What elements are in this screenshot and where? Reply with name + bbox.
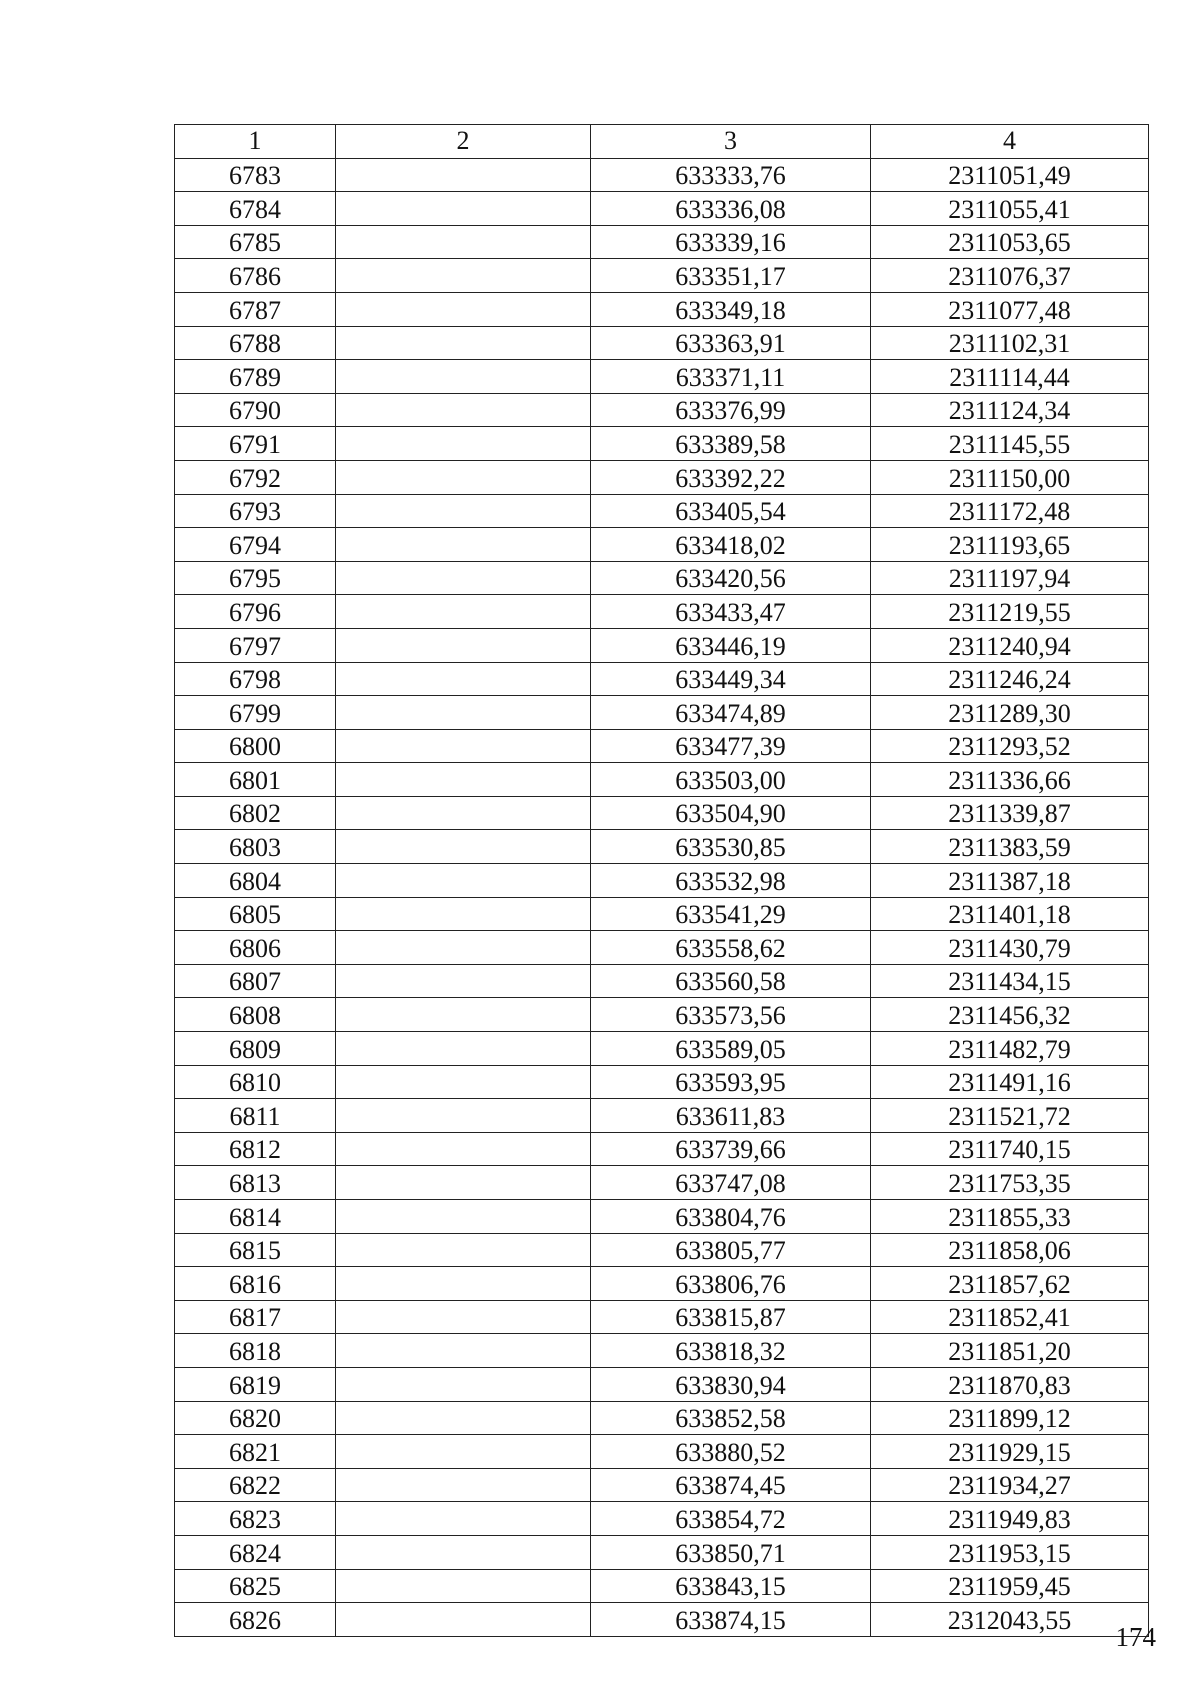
table-row [175, 1233, 1149, 1267]
table-header [175, 125, 1149, 159]
col-2-cell [336, 796, 591, 830]
table-row [175, 1334, 1149, 1368]
point-number-cell: 6801 [175, 763, 336, 797]
x-coordinate-cell: 633420,56 [591, 561, 871, 595]
x-coordinate-cell: 633818,32 [591, 1334, 871, 1368]
y-coordinate-cell: 2311145,55 [871, 427, 1149, 461]
point-number-cell: 6788 [175, 326, 336, 360]
point-number-cell: 6785 [175, 225, 336, 259]
col-2-cell [336, 763, 591, 797]
table-row [175, 1200, 1149, 1234]
y-coordinate-cell: 2311339,87 [871, 796, 1149, 830]
table-row [175, 1535, 1149, 1569]
x-coordinate-cell: 633874,15 [591, 1603, 871, 1637]
col-2-cell [336, 1435, 591, 1469]
y-coordinate-cell: 2311383,59 [871, 830, 1149, 864]
x-coordinate-cell: 633852,58 [591, 1401, 871, 1435]
table-row [175, 1065, 1149, 1099]
col-2-cell [336, 1200, 591, 1234]
table-row [175, 528, 1149, 562]
point-number-cell: 6811 [175, 1099, 336, 1133]
point-number-cell: 6809 [175, 1032, 336, 1066]
table-row [175, 1300, 1149, 1334]
table-row [175, 1468, 1149, 1502]
col-2-cell [336, 1065, 591, 1099]
col-2-cell [336, 662, 591, 696]
point-number-cell: 6797 [175, 628, 336, 662]
header-col-2: 2 [336, 125, 591, 159]
point-number-cell: 6818 [175, 1334, 336, 1368]
point-number-cell: 6791 [175, 427, 336, 461]
col-2-cell [336, 1569, 591, 1603]
point-number-cell: 6792 [175, 460, 336, 494]
table-row [175, 998, 1149, 1032]
point-number-cell: 6800 [175, 729, 336, 763]
table-row [175, 696, 1149, 730]
col-2-cell [336, 460, 591, 494]
x-coordinate-cell: 633850,71 [591, 1535, 871, 1569]
col-2-cell [336, 1502, 591, 1536]
col-2-cell [336, 1166, 591, 1200]
x-coordinate-cell: 633532,98 [591, 864, 871, 898]
point-number-cell: 6806 [175, 931, 336, 965]
y-coordinate-cell: 2311753,35 [871, 1166, 1149, 1200]
table-row [175, 460, 1149, 494]
x-coordinate-cell: 633747,08 [591, 1166, 871, 1200]
point-number-cell: 6808 [175, 998, 336, 1032]
x-coordinate-cell: 633541,29 [591, 897, 871, 931]
point-number-cell: 6802 [175, 796, 336, 830]
table-row [175, 931, 1149, 965]
x-coordinate-cell: 633739,66 [591, 1132, 871, 1166]
table-row [175, 1401, 1149, 1435]
y-coordinate-cell: 2311491,16 [871, 1065, 1149, 1099]
table-row [175, 259, 1149, 293]
y-coordinate-cell: 2311124,34 [871, 393, 1149, 427]
y-coordinate-cell: 2311055,41 [871, 192, 1149, 226]
y-coordinate-cell: 2311240,94 [871, 628, 1149, 662]
point-number-cell: 6787 [175, 292, 336, 326]
col-2-cell [336, 1401, 591, 1435]
x-coordinate-cell: 633339,16 [591, 225, 871, 259]
table-row [175, 1603, 1149, 1637]
y-coordinate-cell: 2311150,00 [871, 460, 1149, 494]
y-coordinate-cell: 2311858,06 [871, 1233, 1149, 1267]
y-coordinate-cell: 2311293,52 [871, 729, 1149, 763]
y-coordinate-cell: 2311929,15 [871, 1435, 1149, 1469]
y-coordinate-cell: 2312043,55 [871, 1603, 1149, 1637]
table-row [175, 1132, 1149, 1166]
col-2-cell [336, 830, 591, 864]
col-2-cell [336, 1300, 591, 1334]
x-coordinate-cell: 633573,56 [591, 998, 871, 1032]
table-row [175, 1435, 1149, 1469]
point-number-cell: 6784 [175, 192, 336, 226]
y-coordinate-cell: 2311114,44 [871, 360, 1149, 394]
table-row [175, 158, 1149, 192]
point-number-cell: 6813 [175, 1166, 336, 1200]
table-row [175, 1502, 1149, 1536]
col-2-cell [336, 259, 591, 293]
point-number-cell: 6815 [175, 1233, 336, 1267]
table-row [175, 1166, 1149, 1200]
y-coordinate-cell: 2311434,15 [871, 964, 1149, 998]
y-coordinate-cell: 2311855,33 [871, 1200, 1149, 1234]
y-coordinate-cell: 2311953,15 [871, 1535, 1149, 1569]
col-2-cell [336, 494, 591, 528]
point-number-cell: 6821 [175, 1435, 336, 1469]
point-number-cell: 6824 [175, 1535, 336, 1569]
table-row [175, 662, 1149, 696]
col-2-cell [336, 1132, 591, 1166]
col-2-cell [336, 158, 591, 192]
y-coordinate-cell: 2311219,55 [871, 595, 1149, 629]
point-number-cell: 6796 [175, 595, 336, 629]
point-number-cell: 6790 [175, 393, 336, 427]
point-number-cell: 6783 [175, 158, 336, 192]
point-number-cell: 6812 [175, 1132, 336, 1166]
table-row [175, 595, 1149, 629]
col-2-cell [336, 1334, 591, 1368]
point-number-cell: 6817 [175, 1300, 336, 1334]
table-row [175, 763, 1149, 797]
x-coordinate-cell: 633805,77 [591, 1233, 871, 1267]
table-body [175, 158, 1149, 1636]
point-number-cell: 6826 [175, 1603, 336, 1637]
point-number-cell: 6804 [175, 864, 336, 898]
y-coordinate-cell: 2311430,79 [871, 931, 1149, 965]
col-2-cell [336, 192, 591, 226]
point-number-cell: 6807 [175, 964, 336, 998]
point-number-cell: 6805 [175, 897, 336, 931]
y-coordinate-cell: 2311401,18 [871, 897, 1149, 931]
x-coordinate-cell: 633363,91 [591, 326, 871, 360]
table-row [175, 1267, 1149, 1301]
col-2-cell [336, 360, 591, 394]
x-coordinate-cell: 633504,90 [591, 796, 871, 830]
y-coordinate-cell: 2311051,49 [871, 158, 1149, 192]
header-row [175, 125, 1149, 159]
table-row [175, 292, 1149, 326]
x-coordinate-cell: 633806,76 [591, 1267, 871, 1301]
y-coordinate-cell: 2311852,41 [871, 1300, 1149, 1334]
col-2-cell [336, 595, 591, 629]
col-2-cell [336, 427, 591, 461]
y-coordinate-cell: 2311336,66 [871, 763, 1149, 797]
y-coordinate-cell: 2311172,48 [871, 494, 1149, 528]
x-coordinate-cell: 633854,72 [591, 1502, 871, 1536]
x-coordinate-cell: 633874,45 [591, 1468, 871, 1502]
col-2-cell [336, 225, 591, 259]
table-row [175, 561, 1149, 595]
col-2-cell [336, 1032, 591, 1066]
y-coordinate-cell: 2311076,37 [871, 259, 1149, 293]
col-2-cell [336, 964, 591, 998]
table-row [175, 393, 1149, 427]
point-number-cell: 6810 [175, 1065, 336, 1099]
table-row [175, 1367, 1149, 1401]
y-coordinate-cell: 2311193,65 [871, 528, 1149, 562]
x-coordinate-cell: 633503,00 [591, 763, 871, 797]
x-coordinate-cell: 633333,76 [591, 158, 871, 192]
table-row [175, 360, 1149, 394]
x-coordinate-cell: 633880,52 [591, 1435, 871, 1469]
point-number-cell: 6798 [175, 662, 336, 696]
header-col-1: 1 [175, 125, 336, 159]
table-row [175, 897, 1149, 931]
y-coordinate-cell: 2311959,45 [871, 1569, 1149, 1603]
x-coordinate-cell: 633449,34 [591, 662, 871, 696]
y-coordinate-cell: 2311482,79 [871, 1032, 1149, 1066]
coordinates-table [174, 124, 1149, 1637]
x-coordinate-cell: 633371,11 [591, 360, 871, 394]
y-coordinate-cell: 2311521,72 [871, 1099, 1149, 1133]
col-2-cell [336, 393, 591, 427]
col-2-cell [336, 561, 591, 595]
table-row [175, 494, 1149, 528]
col-2-cell [336, 528, 591, 562]
point-number-cell: 6786 [175, 259, 336, 293]
col-2-cell [336, 1603, 591, 1637]
y-coordinate-cell: 2311197,94 [871, 561, 1149, 595]
table-row [175, 729, 1149, 763]
point-number-cell: 6816 [175, 1267, 336, 1301]
y-coordinate-cell: 2311851,20 [871, 1334, 1149, 1368]
x-coordinate-cell: 633611,83 [591, 1099, 871, 1133]
x-coordinate-cell: 633376,99 [591, 393, 871, 427]
y-coordinate-cell: 2311949,83 [871, 1502, 1149, 1536]
point-number-cell: 6799 [175, 696, 336, 730]
col-2-cell [336, 1099, 591, 1133]
y-coordinate-cell: 2311102,31 [871, 326, 1149, 360]
x-coordinate-cell: 633843,15 [591, 1569, 871, 1603]
col-2-cell [336, 628, 591, 662]
x-coordinate-cell: 633804,76 [591, 1200, 871, 1234]
x-coordinate-cell: 633815,87 [591, 1300, 871, 1334]
table-row [175, 192, 1149, 226]
x-coordinate-cell: 633336,08 [591, 192, 871, 226]
col-2-cell [336, 696, 591, 730]
header-col-4: 4 [871, 125, 1149, 159]
col-2-cell [336, 931, 591, 965]
col-2-cell [336, 897, 591, 931]
x-coordinate-cell: 633560,58 [591, 964, 871, 998]
col-2-cell [336, 864, 591, 898]
x-coordinate-cell: 633530,85 [591, 830, 871, 864]
x-coordinate-cell: 633593,95 [591, 1065, 871, 1099]
y-coordinate-cell: 2311053,65 [871, 225, 1149, 259]
col-2-cell [336, 1535, 591, 1569]
col-2-cell [336, 326, 591, 360]
y-coordinate-cell: 2311934,27 [871, 1468, 1149, 1502]
table-row [175, 1099, 1149, 1133]
x-coordinate-cell: 633392,22 [591, 460, 871, 494]
y-coordinate-cell: 2311456,32 [871, 998, 1149, 1032]
table-row [175, 796, 1149, 830]
x-coordinate-cell: 633389,58 [591, 427, 871, 461]
point-number-cell: 6794 [175, 528, 336, 562]
point-number-cell: 6823 [175, 1502, 336, 1536]
col-2-cell [336, 1367, 591, 1401]
col-2-cell [336, 729, 591, 763]
x-coordinate-cell: 633589,05 [591, 1032, 871, 1066]
x-coordinate-cell: 633446,19 [591, 628, 871, 662]
y-coordinate-cell: 2311289,30 [871, 696, 1149, 730]
x-coordinate-cell: 633830,94 [591, 1367, 871, 1401]
point-number-cell: 6789 [175, 360, 336, 394]
table-row [175, 225, 1149, 259]
table-row [175, 830, 1149, 864]
point-number-cell: 6814 [175, 1200, 336, 1234]
table-row [175, 427, 1149, 461]
table-row [175, 628, 1149, 662]
y-coordinate-cell: 2311899,12 [871, 1401, 1149, 1435]
table-row [175, 1569, 1149, 1603]
x-coordinate-cell: 633433,47 [591, 595, 871, 629]
x-coordinate-cell: 633349,18 [591, 292, 871, 326]
point-number-cell: 6825 [175, 1569, 336, 1603]
point-number-cell: 6820 [175, 1401, 336, 1435]
col-2-cell [336, 998, 591, 1032]
table-row [175, 326, 1149, 360]
x-coordinate-cell: 633418,02 [591, 528, 871, 562]
col-2-cell [336, 1468, 591, 1502]
x-coordinate-cell: 633351,17 [591, 259, 871, 293]
point-number-cell: 6819 [175, 1367, 336, 1401]
x-coordinate-cell: 633405,54 [591, 494, 871, 528]
col-2-cell [336, 1267, 591, 1301]
point-number-cell: 6795 [175, 561, 336, 595]
table-row [175, 864, 1149, 898]
col-2-cell [336, 1233, 591, 1267]
y-coordinate-cell: 2311246,24 [871, 662, 1149, 696]
y-coordinate-cell: 2311077,48 [871, 292, 1149, 326]
table-row [175, 1032, 1149, 1066]
table-row [175, 964, 1149, 998]
page-number: 174 [1115, 1622, 1156, 1652]
y-coordinate-cell: 2311387,18 [871, 864, 1149, 898]
point-number-cell: 6803 [175, 830, 336, 864]
point-number-cell: 6793 [175, 494, 336, 528]
col-2-cell [336, 292, 591, 326]
x-coordinate-cell: 633477,39 [591, 729, 871, 763]
y-coordinate-cell: 2311870,83 [871, 1367, 1149, 1401]
point-number-cell: 6822 [175, 1468, 336, 1502]
y-coordinate-cell: 2311857,62 [871, 1267, 1149, 1301]
x-coordinate-cell: 633558,62 [591, 931, 871, 965]
header-col-3: 3 [591, 125, 871, 159]
x-coordinate-cell: 633474,89 [591, 696, 871, 730]
y-coordinate-cell: 2311740,15 [871, 1132, 1149, 1166]
